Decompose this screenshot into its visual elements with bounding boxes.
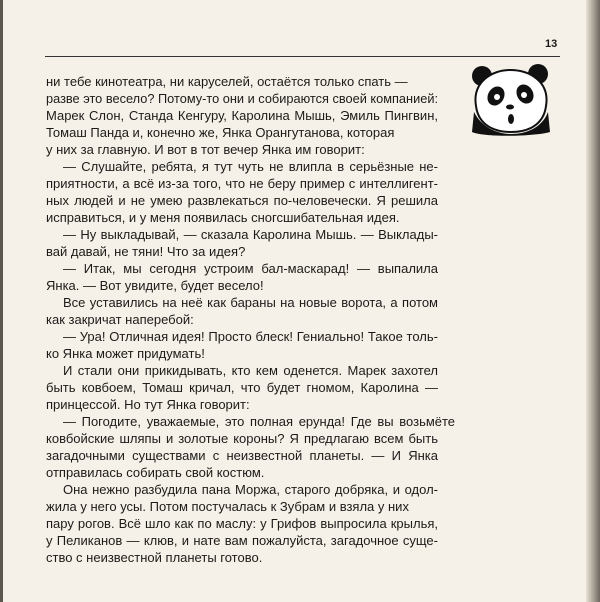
text-line: как закричат наперебой:	[46, 312, 194, 327]
text-line: ковбойские шляпы и золотые короны? Я предлагаю всем быть	[46, 431, 438, 446]
text-line: — Ну выкладывай, — сказала Каролина Мышь. — Выклады-	[63, 227, 438, 242]
text-line: принцессой. Но тут Янка говорит:	[46, 397, 250, 412]
text-line: Янка. — Вот увидите, будет весело!	[46, 278, 264, 293]
page-edge-left	[0, 0, 3, 602]
text-line: разве это весело? Потому-то они и собираются своей компанией:	[46, 91, 438, 106]
text-line: ко Янка может придумать!	[46, 346, 205, 361]
text-line: Томаш Панда и, конечно же, Янка Орангутанова, которая	[46, 125, 395, 140]
text-line: — Ура! Отличная идея! Просто блеск! Гениально! Такое толь-	[63, 329, 438, 344]
text-line: вай давай, не тяни! Что за идея?	[46, 244, 246, 259]
text-line: — Итак, мы сегодня устроим бал-маскарад! — выпалила	[63, 261, 438, 276]
page-number: 13	[545, 38, 558, 50]
text-line: быть ковбоем, Томаш кричал, что будет гномом, Каролина —	[46, 380, 438, 395]
text-line: загадочными существами с неизвестной планеты. — И Янка	[46, 448, 438, 463]
text-line: ни тебе кинотеатра, ни каруселей, остаётся только спать —	[46, 74, 408, 89]
text-line: Она нежно разбудила пана Моржа, старого добряка, и одол-	[63, 482, 438, 497]
text-line: жила у него усы. Потом постучалась к Зубрам и взяла у них	[46, 499, 409, 514]
book-spine-edge	[586, 0, 600, 602]
text-line: у Пеликанов — клюв, и нате вам пожалуйста, загадочное суще-	[46, 533, 438, 548]
text-line: — Погодите, уважаемые, это полная ерунда! Где вы возьмёте	[62, 414, 455, 429]
text-line: исправиться, и у меня появилась сногсшибательная идея.	[46, 210, 400, 225]
text-line: И стали они прикидывать, кто кем оденется. Марек захотел	[63, 363, 438, 378]
text-line: Все уставились на неё как бараны на новые ворота, а потом	[63, 295, 438, 310]
header-rule	[45, 56, 560, 57]
text-line: у них за главную. И вот в тот вечер Янка им говорит:	[46, 142, 365, 157]
text-line: Марек Слон, Станда Кенгуру, Каролина Мышь, Эмиль Пингвин,	[46, 108, 438, 123]
body-text	[46, 73, 455, 566]
text-line: пару рогов. Всё шло как по маслу: у Грифов выпросила крылья,	[46, 516, 438, 531]
text-line: приятности, а всё из-за того, что не беру пример с интеллигент-	[46, 176, 438, 191]
text-line: — Слушайте, ребята, я тут чуть не влипла в серьёзные не-	[63, 159, 438, 174]
text-line: отправилась собирать свой костюм.	[46, 465, 265, 480]
text-line: ных людей и не умею развлекаться по-человечески. Я решила	[46, 193, 438, 208]
text-line: ство с неизвестной планеты готово.	[46, 550, 263, 565]
panda-illustration	[468, 62, 554, 138]
